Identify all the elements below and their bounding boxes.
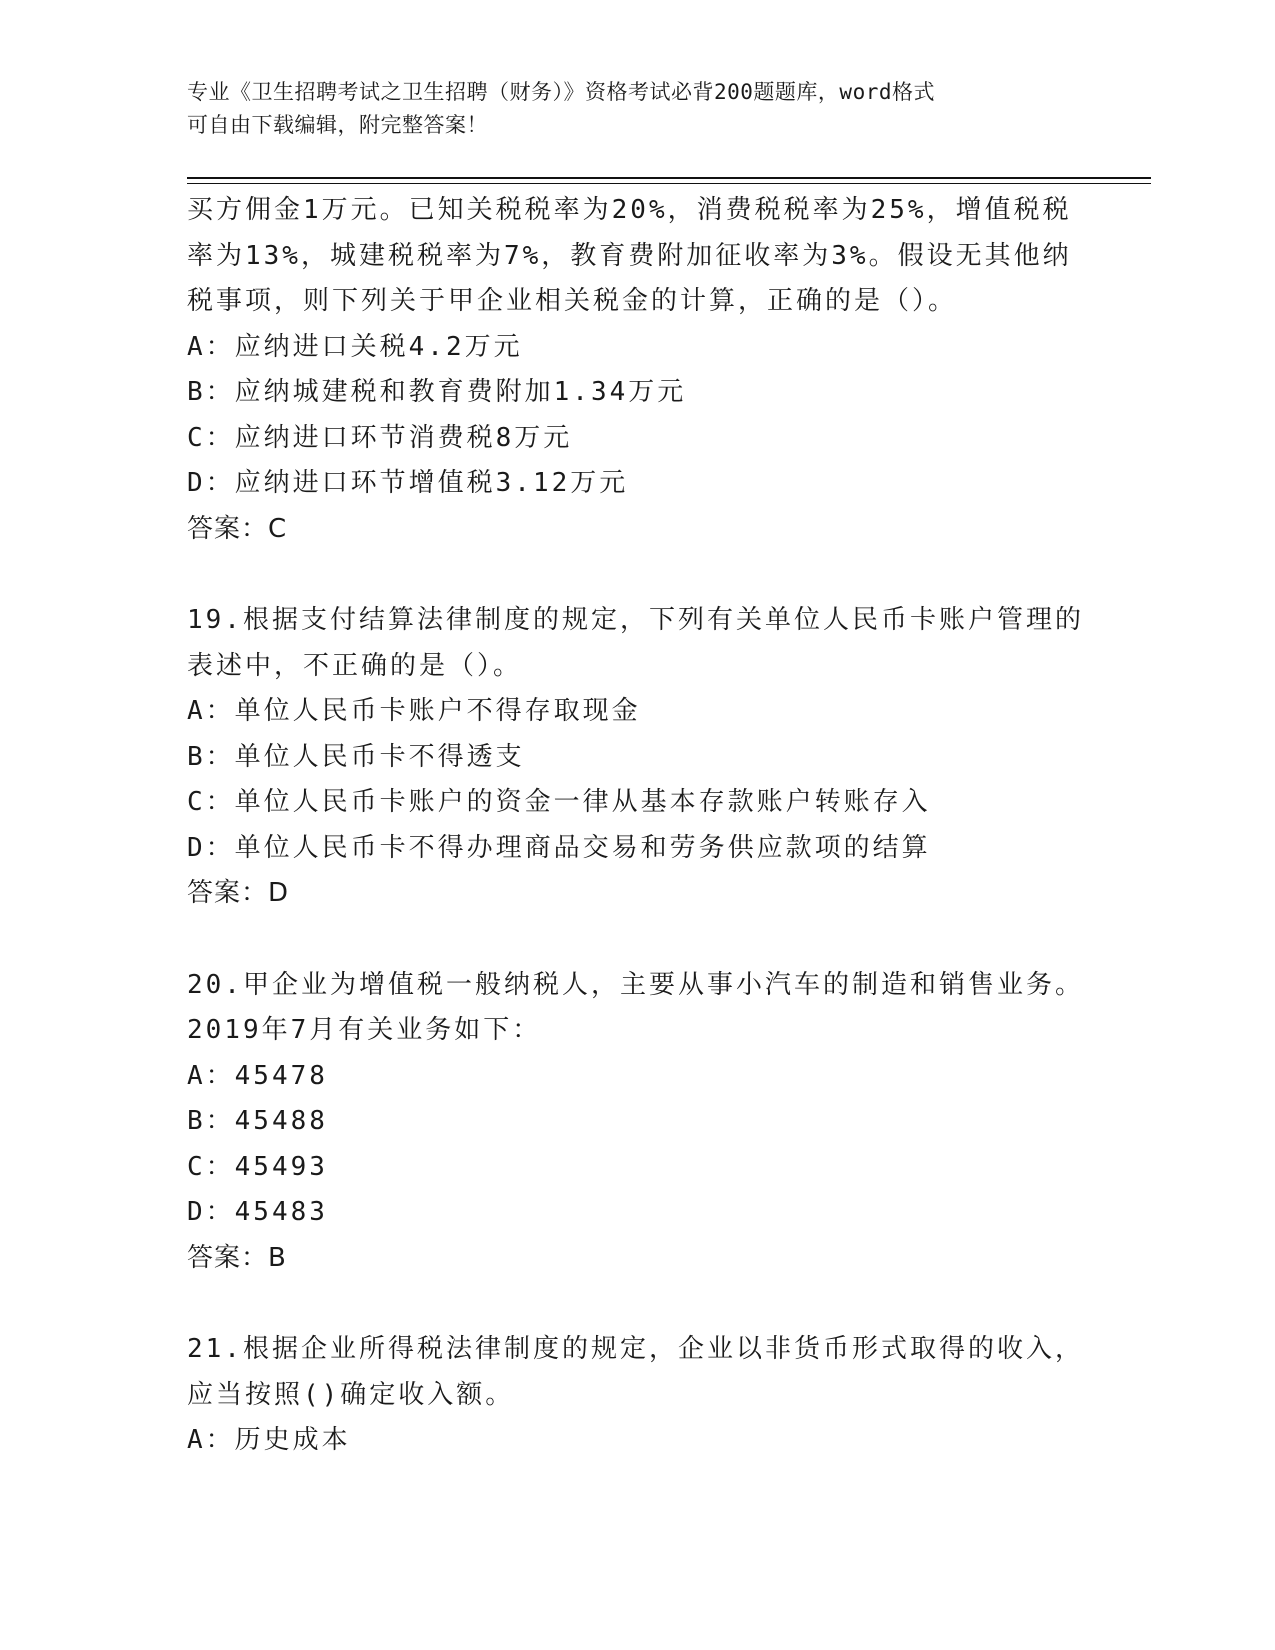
option-c: C：单位人民币卡账户的资金一律从基本存款账户转账存入 bbox=[187, 787, 931, 817]
document-header bbox=[187, 76, 1067, 142]
header-title-line-2: 可自由下载编辑，附完整答案！ bbox=[187, 113, 488, 137]
question-text-line: 买方佣金1万元。已知关税税率为20%，消费税税率为25%，增值税税 bbox=[187, 195, 1072, 225]
question-text-line: 21.根据企业所得税法律制度的规定，企业以非货币形式取得的收入， bbox=[187, 1334, 1084, 1364]
question-text-line: 19.根据支付结算法律制度的规定，下列有关单位人民币卡账户管理的 bbox=[187, 605, 1084, 635]
question-text-line: 2019年7月有关业务如下： bbox=[187, 1015, 542, 1045]
question-20 bbox=[187, 963, 1087, 1282]
spacer bbox=[187, 917, 1087, 963]
header-divider-thin bbox=[187, 183, 1151, 184]
answer-line: 答案：D bbox=[187, 878, 290, 908]
option-a: A：历史成本 bbox=[187, 1425, 351, 1455]
option-b: B：45488 bbox=[187, 1106, 328, 1136]
spacer bbox=[187, 552, 1087, 598]
question-text-line: 率为13%，城建税税率为7%，教育费附加征收率为3%。假设无其他纳 bbox=[187, 240, 1072, 271]
question-21 bbox=[187, 1327, 1087, 1464]
option-a: A：应纳进口关税4.2万元 bbox=[187, 331, 523, 362]
question-text-line: 表述中，不正确的是（）。 bbox=[187, 650, 523, 681]
option-d: D：45483 bbox=[187, 1197, 328, 1227]
option-d: D：应纳进口环节增值税3.12万元 bbox=[187, 468, 629, 498]
answer-line: 答案：B bbox=[187, 1242, 287, 1273]
answer-line: 答案：C bbox=[187, 513, 288, 544]
question-text-line: 税事项，则下列关于甲企业相关税金的计算，正确的是（）。 bbox=[187, 286, 958, 316]
question-content bbox=[187, 188, 1087, 1464]
option-c: C：45493 bbox=[187, 1151, 328, 1182]
option-b: B：单位人民币卡不得透支 bbox=[187, 741, 525, 772]
option-d: D：单位人民币卡不得办理商品交易和劳务供应款项的结算 bbox=[187, 832, 931, 863]
question-text-line: 应当按照()确定收入额。 bbox=[187, 1379, 515, 1410]
header-divider-thick bbox=[187, 177, 1151, 179]
question-18-continued bbox=[187, 188, 1087, 552]
option-a: A：45478 bbox=[187, 1060, 328, 1091]
question-text-line: 20.甲企业为增值税一般纳税人，主要从事小汽车的制造和销售业务。 bbox=[187, 969, 1084, 1000]
spacer bbox=[187, 1281, 1087, 1327]
option-b: B：应纳城建税和教育费附加1.34万元 bbox=[187, 377, 687, 407]
header-title-line-1: 专业《卫生招聘考试之卫生招聘（财务）》资格考试必背200题题库，word格式 bbox=[187, 80, 935, 104]
option-a: A：单位人民币卡账户不得存取现金 bbox=[187, 696, 641, 726]
option-c: C：应纳进口环节消费税8万元 bbox=[187, 422, 573, 453]
question-19 bbox=[187, 598, 1087, 917]
